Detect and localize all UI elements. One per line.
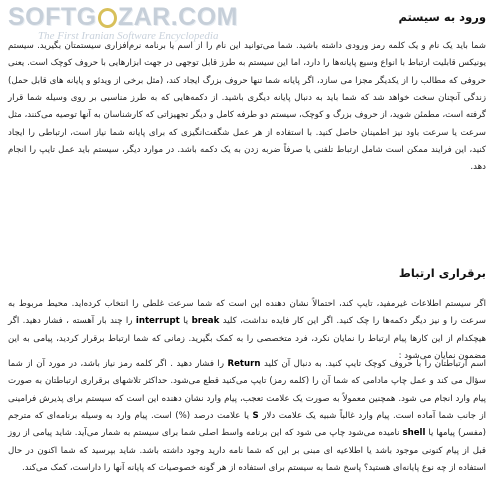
dollar-sign-label: S: [252, 411, 259, 422]
return-key-label: Return: [227, 359, 261, 369]
paragraph-text: یا: [183, 316, 189, 327]
paragraph-text: اگر سیستم اطلاعات غیرمفید، تایپ کند، احتمالاً نشان دهنده این است که شما سرعت غلطی را انتخاب کرده‌اید. محیط مربوط به سرعت را و نیز دیگر دکمه‌ها را چک کنید. اگر این کار فایده نداشت، کلید: [8, 299, 486, 327]
interrupt-key-label: interrupt: [135, 316, 180, 327]
watermark-logo-part1: SOFTG: [8, 3, 97, 31]
paragraph-login: شما باید یک نام و یک کلمه رمز ورودی داشته باشید. شما می‌توانید این نام را از اسم یا برنامه نرم‌افزاری سیستمتان بگیرید. سیستم یونیکس قابلیت ارتباط با انواع وسیع پایانه‌ها را دارد، اما این سیستم به طرز قابل توجهی در جهت ابزارهایی با حروف کوچک است. یعنی حروفی که مطالب را از یکدیگر مجزا می سازد، اگر پایانه شما تنها حروف بزرگ ایجاد کند، (مثل برخی از ویدئو و پایانه های قابل حمل) زندگی آنچنان سخت خواهد شد که شما باید به دنبال پایانه دیگری باشید. از دکمه‌هایی که به طرز مناسبی بر روی وسیله شما قرار گرفته است، مطمئن شوید، از حروف بزرگ و کوچک، سیستم دو طرفه کامل و دیگر تجهیزاتی که کارشناسان به آنها توصیه می‌کنند، مثل سرعت یا سرعت باود نیز اطمینان حاصل کنید. با استفاده از هر عمل شگفت‌انگیزی که برای پایانه شما نیاز است، ارتباطی را ایجاد کنید، این فرایند ممکن است شامل ارتباط تلفنی یا صرفاً ضربه زدن به یک دکمه باشد. در موارد دیگر، سیستم باید عمل تایپ را انجام دهد.: [8, 41, 486, 173]
document-body: [8, 0, 486, 491]
paragraph-text: اسم ارتباطتان را با حروف کوچک تایپ کنید. به دنبال آن کلید: [263, 359, 486, 369]
paragraph-text: نامیده می‌شود چاپ می شود که این برنامه واسط اصلی شما برای سیستم به شمار می‌آید. شاید پیامی از روز قبل از پیام کنونی موجود باشد یا اطلاعیه ای مبنی بر این که شما نامه دارید وجود داشته باشد. شاید بپرسید که شما اکنون در حال استفاده از چه نوع پایانه‌ای هستید؟ پاسخ شما به سیستم برای استفاده از هر گونه خصوصیات که پایانه آنها را داراست، کمک می‌کند.: [8, 428, 486, 474]
paragraph-text: را فشار دهید . اگر کلمه رمز نیاز باشد، در مورد آن از شما سؤال می کند و عمل چاپ مادامی که شما آن را (کلمه رمز) تایپ می‌کنید قطع می‌شود. حداکثر تلاشهای برقراری ارتباطتان به صورت پیام وارد انجام می شود. همچنین معمولاً به صورت یک علامت تعجب، پیام وارد نشان دهنده این است که سیستم برای پذیرش فرامینی از جانب شما آماده است. پیام وارد غالباً شبیه یک علامت دلار: [8, 359, 487, 422]
paragraph-text: یا علامت درصد (%) است. پیام وارد به وسیله برنامه‌ای که مترجم (مفسر) پیامها یا: [8, 411, 487, 439]
watermark-subtitle: The First Iranian Software Encyclopedia: [38, 30, 219, 42]
shell-label: shell: [402, 428, 426, 439]
watermark-logo-part2: ZAR.COM: [117, 3, 238, 31]
break-key-label: break: [191, 316, 220, 327]
paragraph-text: را چند بار آهسته ، فشار دهید. اگر هیچکدام از این کارها پیام ارتباط را نمایان نکرد، فرد متخصصی را به کمک بگیرید. زمانی که شما ارتباط برقرار کردید، پیامی به این مضمون نمایان می‌شود :: [8, 316, 486, 362]
paragraph-connection-2: [8, 356, 486, 477]
section-title-connection: برقراری ارتباط: [398, 266, 486, 280]
paragraph-connection-1: [8, 296, 486, 365]
section-title-login: ورود به سیستم: [398, 10, 486, 24]
